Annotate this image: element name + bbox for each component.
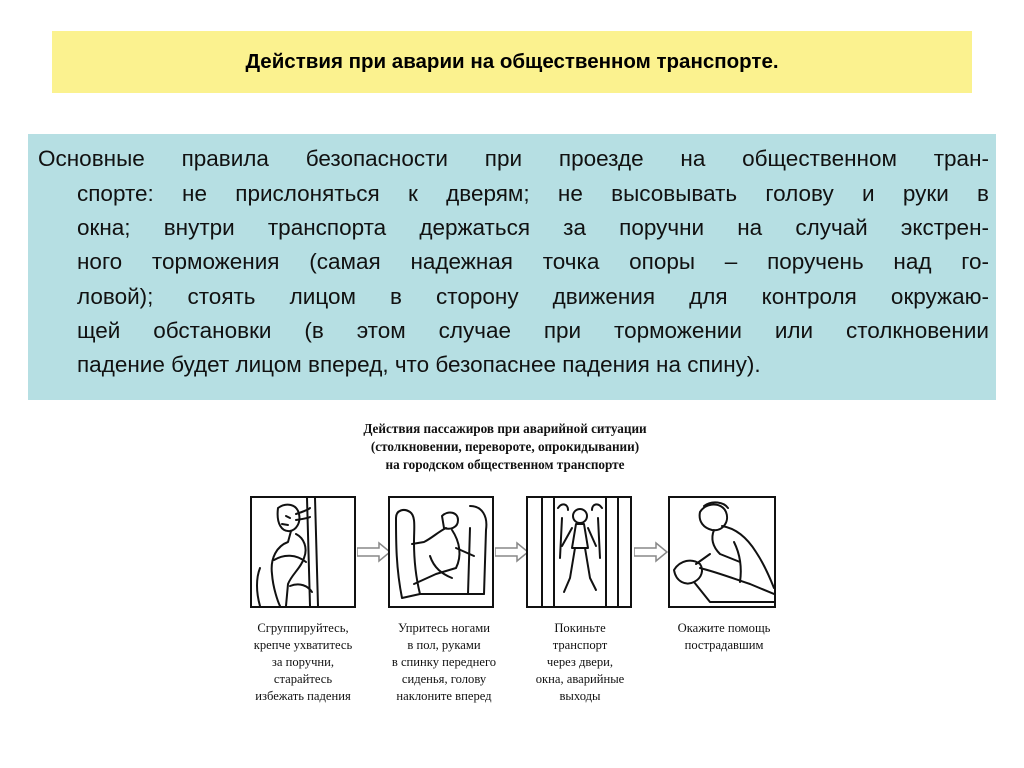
rules-line: окна; внутри транспорта держаться за поручни на случай экстрен- [77,215,989,240]
step-caption-2 [376,620,512,705]
rules-line: ловой); стоять лицом в сторону движения для контроля окружаю- [77,284,989,309]
step-caption-4 [662,620,786,654]
passenger-holding-handrail-icon [252,498,354,606]
caption-line: Сгруппируйтесь, [257,621,349,635]
caption-line: в пол, руками [407,638,481,652]
passenger-exiting-door-icon [528,498,630,606]
caption-line: за поручни, [271,655,335,669]
step-panel-4 [668,496,776,608]
slide-title: Действия при аварии на общественном транспорте. [245,50,779,73]
figure-title-line: Действия пассажиров при аварийной ситуации [363,421,647,436]
step-caption-1 [238,620,368,705]
caption-line: Покиньте [554,621,606,635]
passenger-bracing-seat-icon [390,498,492,606]
figure-title-line: на городском общественном транспорте [385,457,625,472]
rules-line: Основные правила безопасности при проезде на общественном тран- [38,146,989,171]
caption-line: пострадавшим [684,638,764,652]
arrow-right-icon [634,541,668,563]
caption-line: выходы [559,689,601,703]
figure-title-line: (столкновении, перевороте, опрокидывании) [370,439,640,454]
caption-line: в спинку переднего [391,655,497,669]
caption-line: Окажите помощь [677,621,771,635]
step-panel-2 [388,496,494,608]
caption-line: окна, аварийные [535,672,625,686]
caption-line: сиденья, голову [401,672,487,686]
step-caption-3 [520,620,640,705]
step-panel-1 [250,496,356,608]
caption-line: старайтесь [273,672,333,686]
arrow-right-icon [495,541,529,563]
caption-line: транспорт [552,638,608,652]
rules-line: щей обстановки (в этом случае при торможении или столкновении [77,318,989,343]
first-aid-helper-icon [670,498,774,606]
arrow-right-icon [357,541,391,563]
rules-line: спорте: не прислоняться к дверям; не высовывать голову и руки в [77,181,989,206]
caption-line: крепче ухватитесь [253,638,353,652]
step-panel-3 [526,496,632,608]
caption-line: Упритесь ногами [398,621,490,635]
caption-line: наклоните вперед [396,689,492,703]
rules-line: ного торможения (самая надежная точка опоры – поручень над го- [77,249,989,274]
title-banner [52,31,972,93]
safety-rules-box [28,134,996,400]
figure-title [305,420,705,474]
caption-line: избежать падения [255,689,351,703]
rules-line: падение будет лицом вперед, что безопаснее падения на спину). [77,352,761,377]
caption-line: через двери, [546,655,614,669]
